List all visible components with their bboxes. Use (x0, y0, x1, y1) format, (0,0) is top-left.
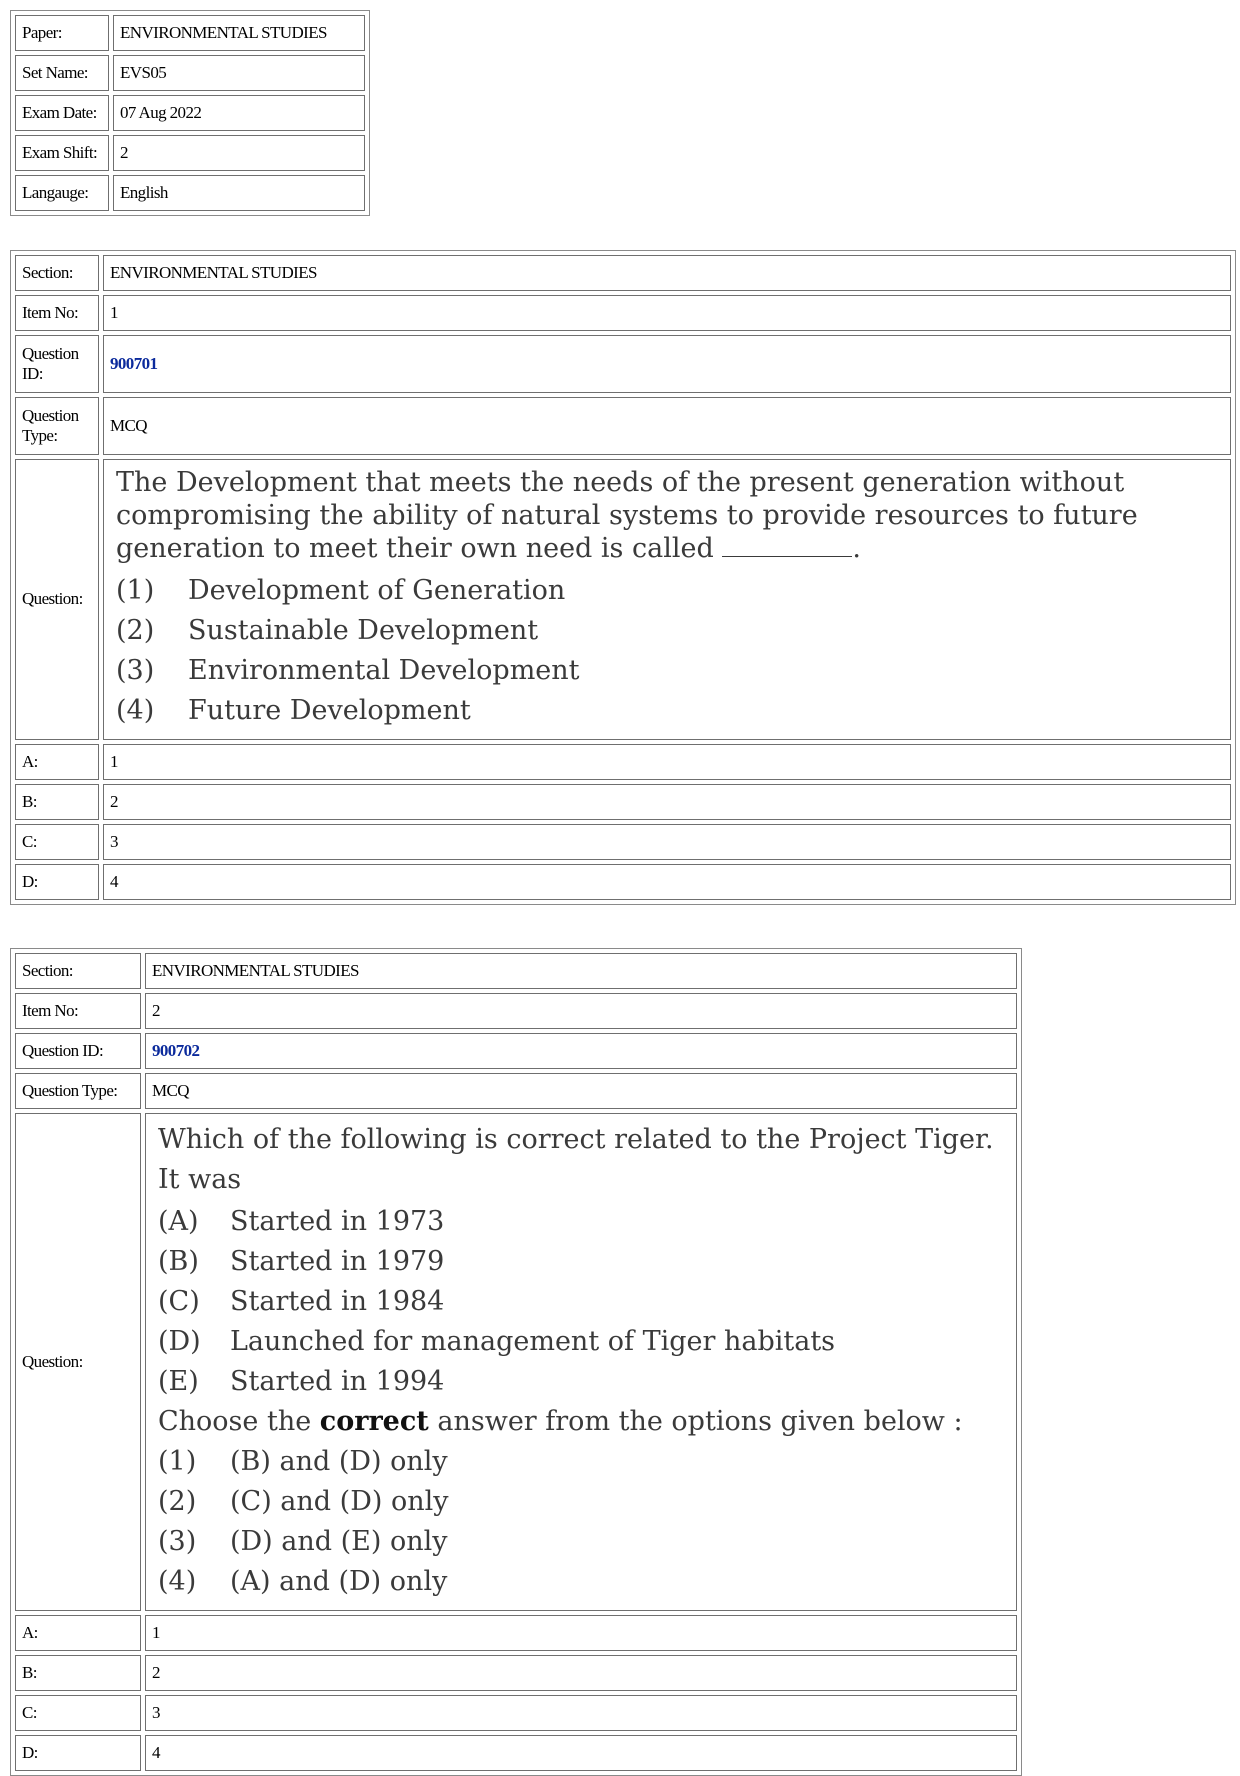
statement-text: Started in 1979 (230, 1246, 445, 1277)
option-text: Future Development (188, 695, 471, 726)
question-id-label-line2: ID: (22, 364, 43, 383)
question-id-label (15, 335, 99, 393)
table-row (15, 175, 365, 211)
option-number: (4) (158, 1566, 197, 1597)
table-row (15, 397, 1231, 455)
exam-date-label: Exam Date: (15, 95, 109, 131)
answer-b-label: B: (15, 784, 99, 820)
option-row (116, 571, 1220, 611)
answer-c-value: 3 (145, 1695, 1017, 1731)
statement-text: Started in 1994 (230, 1366, 445, 1397)
question-stem-end: . (852, 533, 861, 564)
table-row (15, 15, 365, 51)
item-no-label: Item No: (15, 993, 141, 1029)
question-id-value: 900701 (103, 335, 1231, 393)
table-row (15, 1615, 1017, 1651)
question-stem (116, 466, 1220, 565)
question-id-label: Question ID: (15, 1033, 141, 1069)
table-row (15, 295, 1231, 331)
question-2-table (10, 948, 1022, 1776)
table-row (15, 744, 1231, 780)
answer-d-label: D: (15, 1735, 141, 1771)
table-row (15, 95, 365, 131)
table-row (15, 1033, 1017, 1069)
option-text: Sustainable Development (188, 615, 539, 646)
statement-number: (D) (158, 1326, 201, 1357)
table-row (15, 1655, 1017, 1691)
statement-row (158, 1362, 1006, 1402)
table-row (15, 953, 1017, 989)
answer-b-value: 2 (145, 1655, 1017, 1691)
paper-label: Paper: (15, 15, 109, 51)
question-type-value: MCQ (145, 1073, 1017, 1109)
language-value: English (113, 175, 365, 211)
answer-b-value: 2 (103, 784, 1231, 820)
option-text: Environmental Development (188, 655, 580, 686)
set-name-label: Set Name: (15, 55, 109, 91)
option-number: (3) (158, 1526, 197, 1557)
table-row (15, 993, 1017, 1029)
statement-number: (C) (158, 1286, 200, 1317)
question-stem: Which of the following is correct related to the Project Tiger. It was (158, 1124, 994, 1195)
answer-a-value: 1 (145, 1615, 1017, 1651)
statement-row (158, 1242, 1006, 1282)
section-label: Section: (15, 255, 99, 291)
option-text: (A) and (D) only (230, 1566, 448, 1597)
table-row (15, 255, 1231, 291)
table-row (15, 1073, 1017, 1109)
answer-c-value: 3 (103, 824, 1231, 860)
option-row (158, 1522, 1006, 1562)
option-number: (1) (116, 575, 155, 606)
answer-d-value: 4 (145, 1735, 1017, 1771)
option-number: (2) (158, 1486, 197, 1517)
option-text: (C) and (D) only (230, 1486, 449, 1517)
section-value: ENVIRONMENTAL STUDIES (145, 953, 1017, 989)
table-row (15, 459, 1231, 740)
question-1-table (10, 250, 1236, 905)
option-row (116, 691, 1220, 731)
option-row (116, 611, 1220, 651)
answer-a-label: A: (15, 1615, 141, 1651)
choose-post: answer from the options given below : (428, 1406, 963, 1437)
question-id-value: 900702 (145, 1033, 1017, 1069)
table-row (15, 335, 1231, 393)
answer-d-label: D: (15, 864, 99, 900)
table-row (15, 1695, 1017, 1731)
paper-value: ENVIRONMENTAL STUDIES (113, 15, 365, 51)
choose-pre: Choose the (158, 1406, 320, 1437)
language-label: Langauge: (15, 175, 109, 211)
question-type-label: Question Type: (15, 1073, 141, 1109)
table-row (15, 824, 1231, 860)
option-number: (4) (116, 695, 155, 726)
statement-text: Started in 1973 (230, 1206, 445, 1237)
question-label: Question: (15, 459, 99, 740)
question-type-label-line2: Type: (22, 426, 58, 445)
option-row (116, 651, 1220, 691)
answer-d-value: 4 (103, 864, 1231, 900)
set-name-value: EVS05 (113, 55, 365, 91)
question-type-label (15, 397, 99, 455)
exam-shift-label: Exam Shift: (15, 135, 109, 171)
table-row (15, 135, 365, 171)
answer-b-label: B: (15, 1655, 141, 1691)
option-text: Development of Generation (188, 575, 566, 606)
question-body (103, 459, 1231, 740)
exam-date-value: 07 Aug 2022 (113, 95, 365, 131)
answer-c-label: C: (15, 1695, 141, 1731)
choose-instruction (158, 1402, 1006, 1442)
statement-text: Launched for management of Tiger habitats (230, 1326, 836, 1357)
option-row (158, 1562, 1006, 1602)
table-row (15, 864, 1231, 900)
question-id-label-line1: Question (22, 343, 79, 363)
answer-c-label: C: (15, 824, 99, 860)
option-number: (1) (158, 1446, 197, 1477)
item-no-value: 2 (145, 993, 1017, 1029)
section-label: Section: (15, 953, 141, 989)
question-body (145, 1113, 1017, 1611)
option-text: (D) and (E) only (230, 1526, 448, 1557)
option-row (158, 1482, 1006, 1522)
question-type-label-line1: Question (22, 405, 79, 425)
exam-info-table (10, 10, 370, 216)
item-no-label: Item No: (15, 295, 99, 331)
option-text: (B) and (D) only (230, 1446, 448, 1477)
item-no-value: 1 (103, 295, 1231, 331)
question-stem-text: The Development that meets the needs of the present generation without compromising the ability of natural systems to provide resources to future generation to meet their own need is called (116, 467, 1138, 564)
statement-number: (A) (158, 1206, 199, 1237)
exam-shift-value: 2 (113, 135, 365, 171)
table-row (15, 1735, 1017, 1771)
statement-text: Started in 1984 (230, 1286, 445, 1317)
question-type-value: MCQ (103, 397, 1231, 455)
answer-a-value: 1 (103, 744, 1231, 780)
choose-bold: correct (319, 1406, 429, 1437)
answer-blank (722, 534, 852, 557)
statement-number: (E) (158, 1366, 199, 1397)
table-row (15, 1113, 1017, 1611)
statement-number: (B) (158, 1246, 199, 1277)
statement-row (158, 1282, 1006, 1322)
statement-row (158, 1202, 1006, 1242)
table-row (15, 784, 1231, 820)
table-row (15, 55, 365, 91)
section-value: ENVIRONMENTAL STUDIES (103, 255, 1231, 291)
option-number: (3) (116, 655, 155, 686)
question-label: Question: (15, 1113, 141, 1611)
answer-a-label: A: (15, 744, 99, 780)
option-number: (2) (116, 615, 155, 646)
statement-row (158, 1322, 1006, 1362)
option-row (158, 1442, 1006, 1482)
